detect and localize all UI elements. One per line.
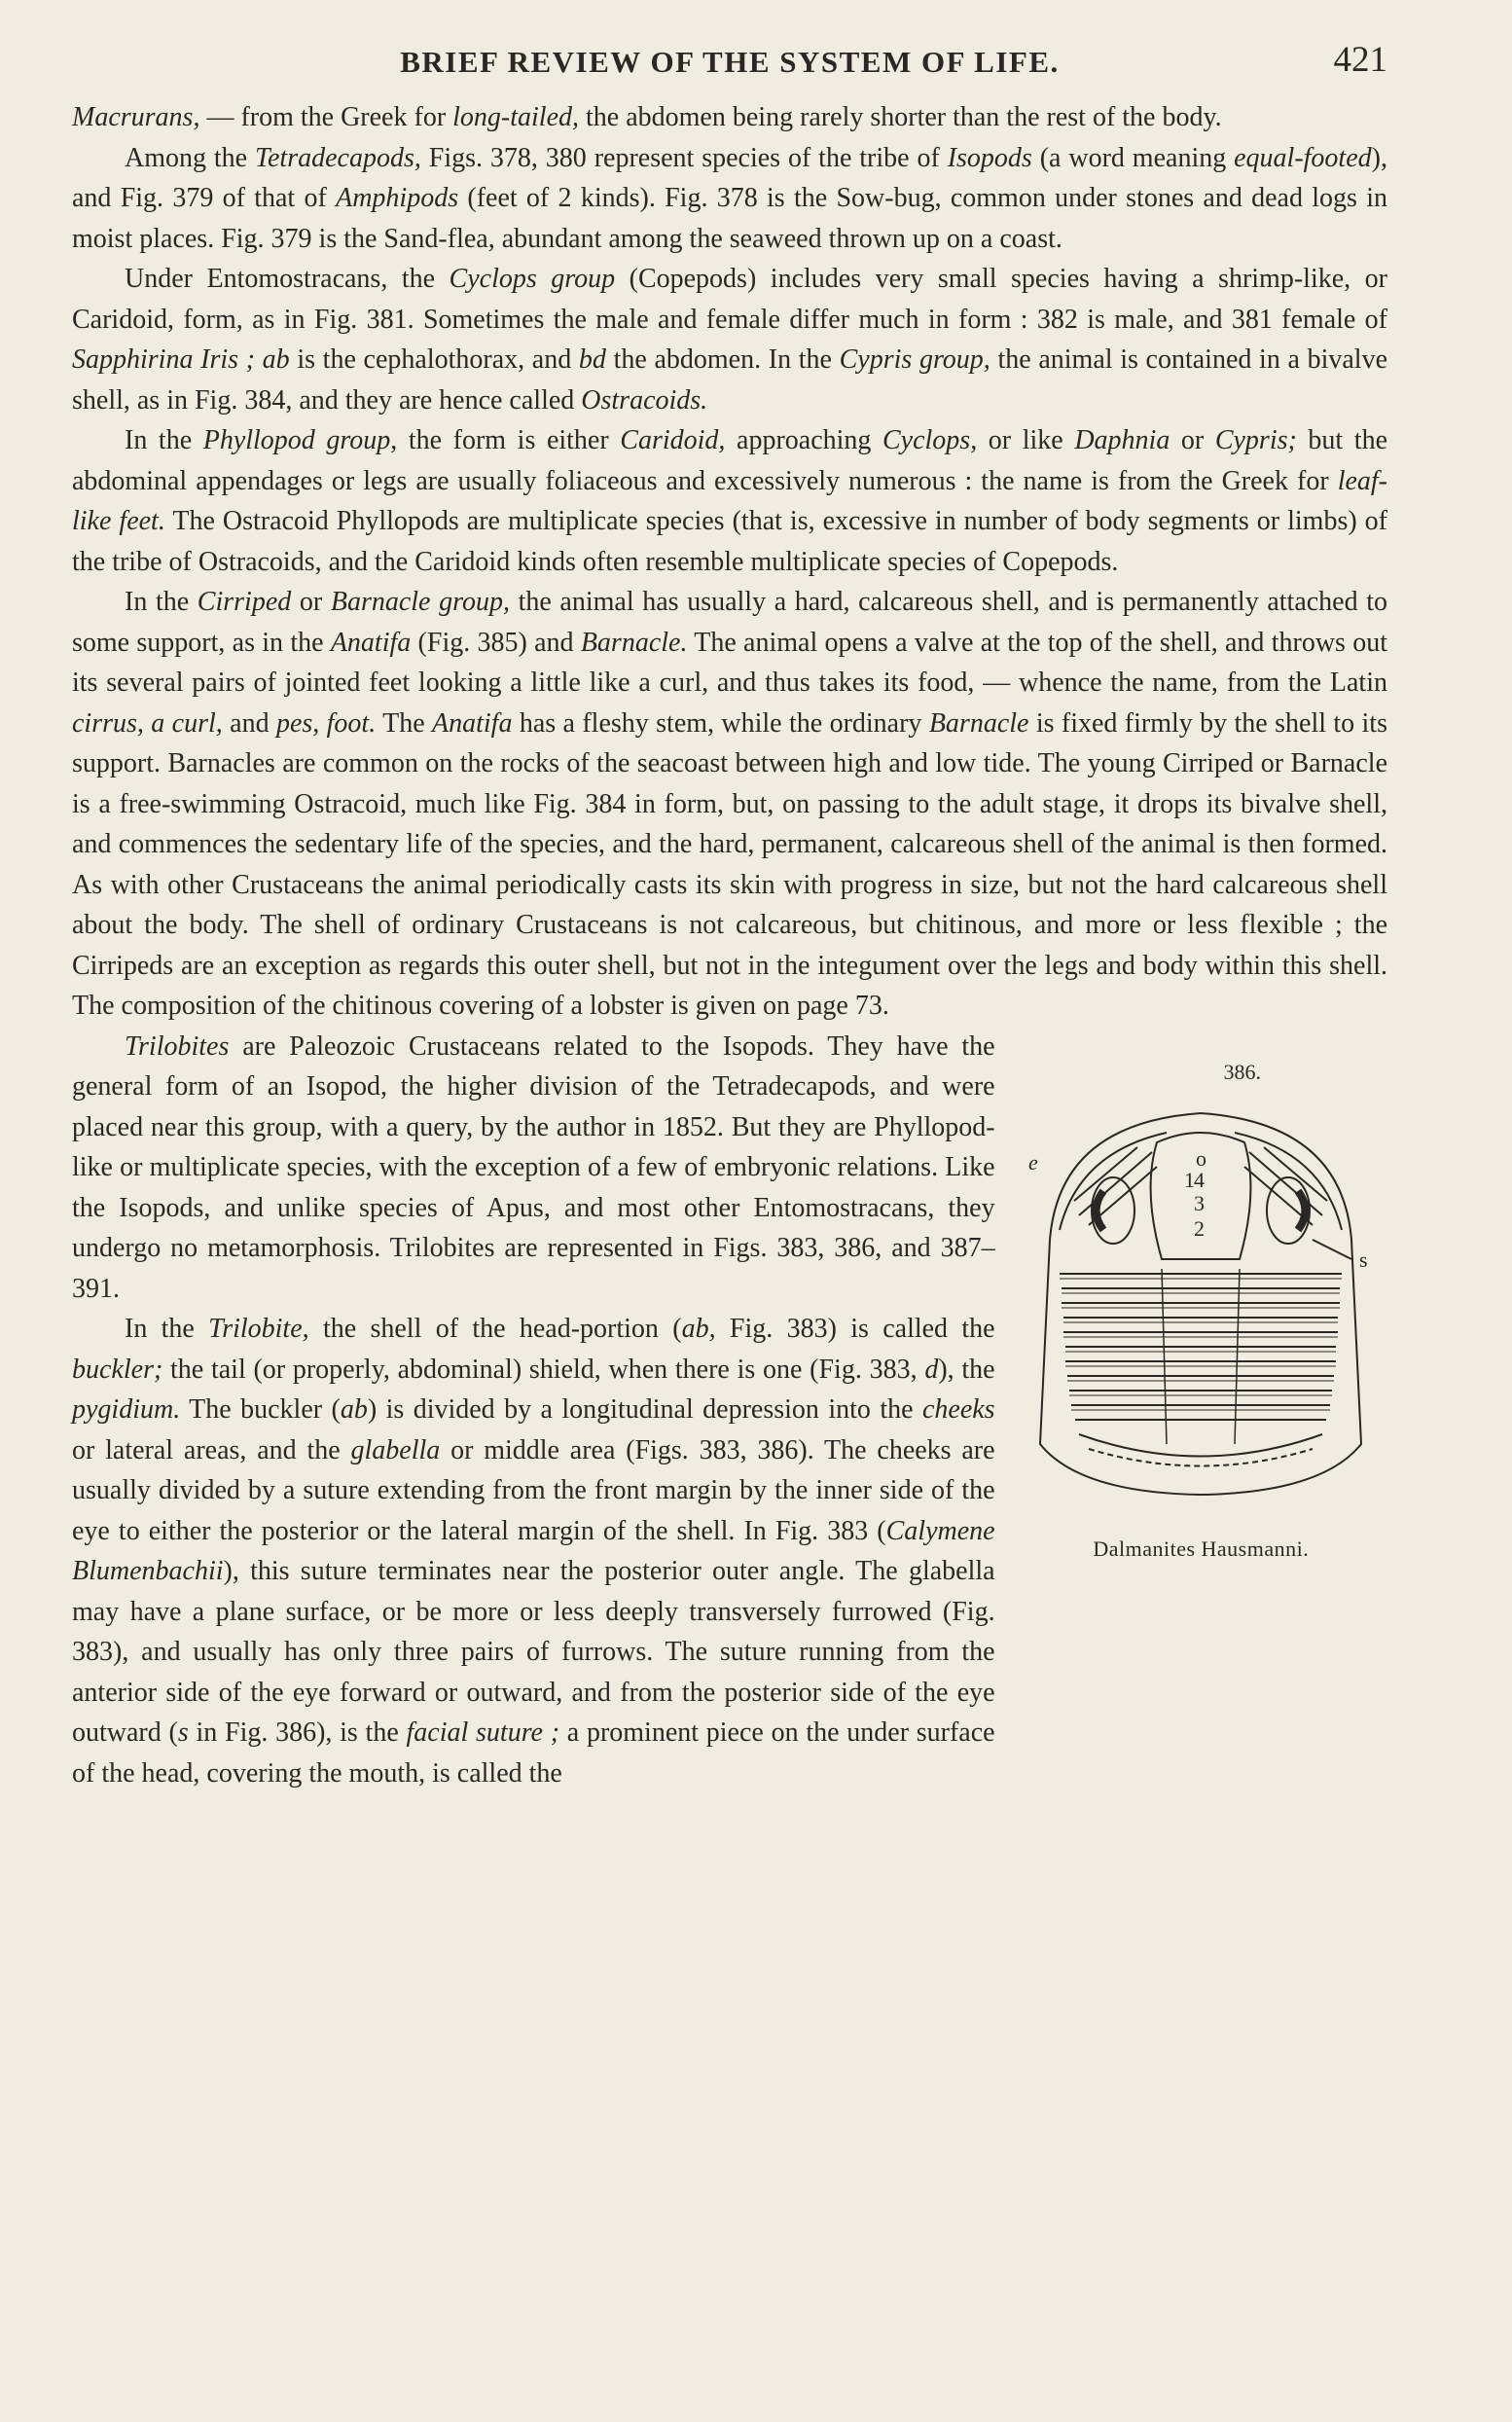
page-number: 421 bbox=[1333, 40, 1387, 80]
label-2: 2 bbox=[1194, 1216, 1206, 1241]
label-1: 1 bbox=[1184, 1168, 1196, 1192]
paragraph-trilobite-shell: In the Trilobite, the shell of the head-portion (ab, Fig. 383) is called the buckler; the tail (or properly, abdominal) shield, when there is one (Fig. 383, d), the pygidium. The buckler (ab) is divided by a longitudinal depression into the cheeks or lateral areas, and the glabella or middle area (Figs. 383, 386). The cheeks are usually divided by a suture extending from the front margin by the inner side of the eye to either the posterior or the lateral margin of the shell. In Fig. 383 (Calymene Blumenbachii), this suture terminates near the posterior outer angle. The glabella may have a plane surface, or be more or less deeply transversely furrowed (Fig. 383), and usually has only three pairs of furrows. The suture running from the anterior side of the eye forward or outward, and from the posterior side of the eye outward (s in Fig. 386), is the facial suture ; a prominent piece on the under surface of the head, covering the mouth, is called the bbox=[72, 1314, 995, 1789]
page-header bbox=[72, 39, 1387, 97]
paragraph-phyllopod: In the Phyllopod group, the form is either Caridoid, approaching Cyclops, or like Daphnia or Cypris; but the abdominal appendages or legs are usually foliaceous and excessively numerous : the name is from the Greek for leaf-like feet. The Ostracoid Phyllopods are multiplicate species (that is, excessive in number of body segments or limbs) of the tribe of Ostracoids, and the Caridoid kinds often resemble multiplicate species of Copepods. bbox=[72, 425, 1388, 577]
paragraph-macrurans: Macrurans, — from the Greek for long-tailed, the abdomen being rarely shorter than the rest of the body. bbox=[72, 102, 1222, 132]
label-3: 3 bbox=[1194, 1191, 1206, 1215]
body-text bbox=[72, 97, 1387, 1793]
trilobite-text-column bbox=[72, 1027, 995, 1794]
paragraph-tetradecapods: Among the Tetradecapods, Figs. 378, 380 represent species of the tribe of Isopods (a word meaning equal-footed), and Fig. 379 of that of Amphipods (feet of 2 kinds). Fig. 378 is the Sow-bug, common under stones and dead logs in moist places. Fig. 379 is the Sand-flea, abundant among the seaweed thrown up on a coast. bbox=[72, 142, 1387, 254]
trilobite-illustration bbox=[1021, 1094, 1381, 1512]
paragraph-trilobites: Trilobites are Paleozoic Crustaceans related to the Isopods. They have the general form of an Isopod, the higher division of the Tetradecapods, and were placed near this group, with a query, by the author in 1852. But they are Phyllopod-like or multiplicate species, with the exception of a few of embryonic relations. Like the Isopods, and unlike species of Apus, and most other Entomostracans, they undergo no metamorphosis. Trilobites are represented in Figs. 383, 386, and 387–391. bbox=[72, 1030, 995, 1304]
running-head: BRIEF REVIEW OF THE SYSTEM OF LIFE. bbox=[400, 45, 1060, 79]
label-o: o bbox=[1196, 1146, 1207, 1171]
label-e: e bbox=[1028, 1150, 1039, 1175]
paragraph-entomostracans: Under Entomostracans, the Cyclops group (Copepods) includes very small species having a shrimp-like, or Caridoid, form, as in Fig. 381. Sometimes the male and female differ much in form : 382 is male, and 381 female of Sapphirina Iris ; ab is the cephalothorax, and bd the abdomen. In the Cypris group, the animal is contained in a bivalve shell, as in Fig. 384, and they are hence called Ostracoids. bbox=[72, 264, 1387, 416]
trilobite-section bbox=[72, 1027, 1387, 1794]
figure-caption: Dalmanites Hausmanni. bbox=[1093, 1536, 1310, 1561]
figure-number: 386. bbox=[1223, 1059, 1261, 1084]
label-s: s bbox=[1359, 1247, 1368, 1272]
label-4: 4 bbox=[1194, 1168, 1206, 1192]
figure-386 bbox=[1015, 1052, 1387, 1570]
paragraph-cirriped: In the Cirriped or Barnacle group, the animal has usually a hard, calcareous shell, and is permanently attached to some support, as in the Anatifa (Fig. 385) and Barnacle. The animal opens a valve at the top of the shell, and throws out its several pairs of jointed feet looking a little like a curl, and thus takes its food, — whence the name, from the Latin cirrus, a curl, and pes, foot. The Anatifa has a fleshy stem, while the ordinary Barnacle is fixed firmly by the shell to its support. Barnacles are common on the rocks of the seacoast between high and low tide. The young Cirriped or Barnacle is a free-swimming Ostracoid, much like Fig. 384 in form, but, on passing to the adult stage, it drops its bivalve shell, and commences the sedentary life of the species, and the hard, permanent, calcareous shell of the animal is then formed. As with other Crustaceans the animal periodically casts its skin with progress in size, but not the hard calcareous shell about the body. The shell of ordinary Crustaceans is not calcareous, but chitinous, and more or less flexible ; the Cirripeds are an exception as regards this outer shell, but not in the integument over the legs and body within this shell. The composition of the chitinous covering of a lobster is given on page 73. bbox=[72, 587, 1388, 1021]
page bbox=[72, 39, 1387, 1793]
